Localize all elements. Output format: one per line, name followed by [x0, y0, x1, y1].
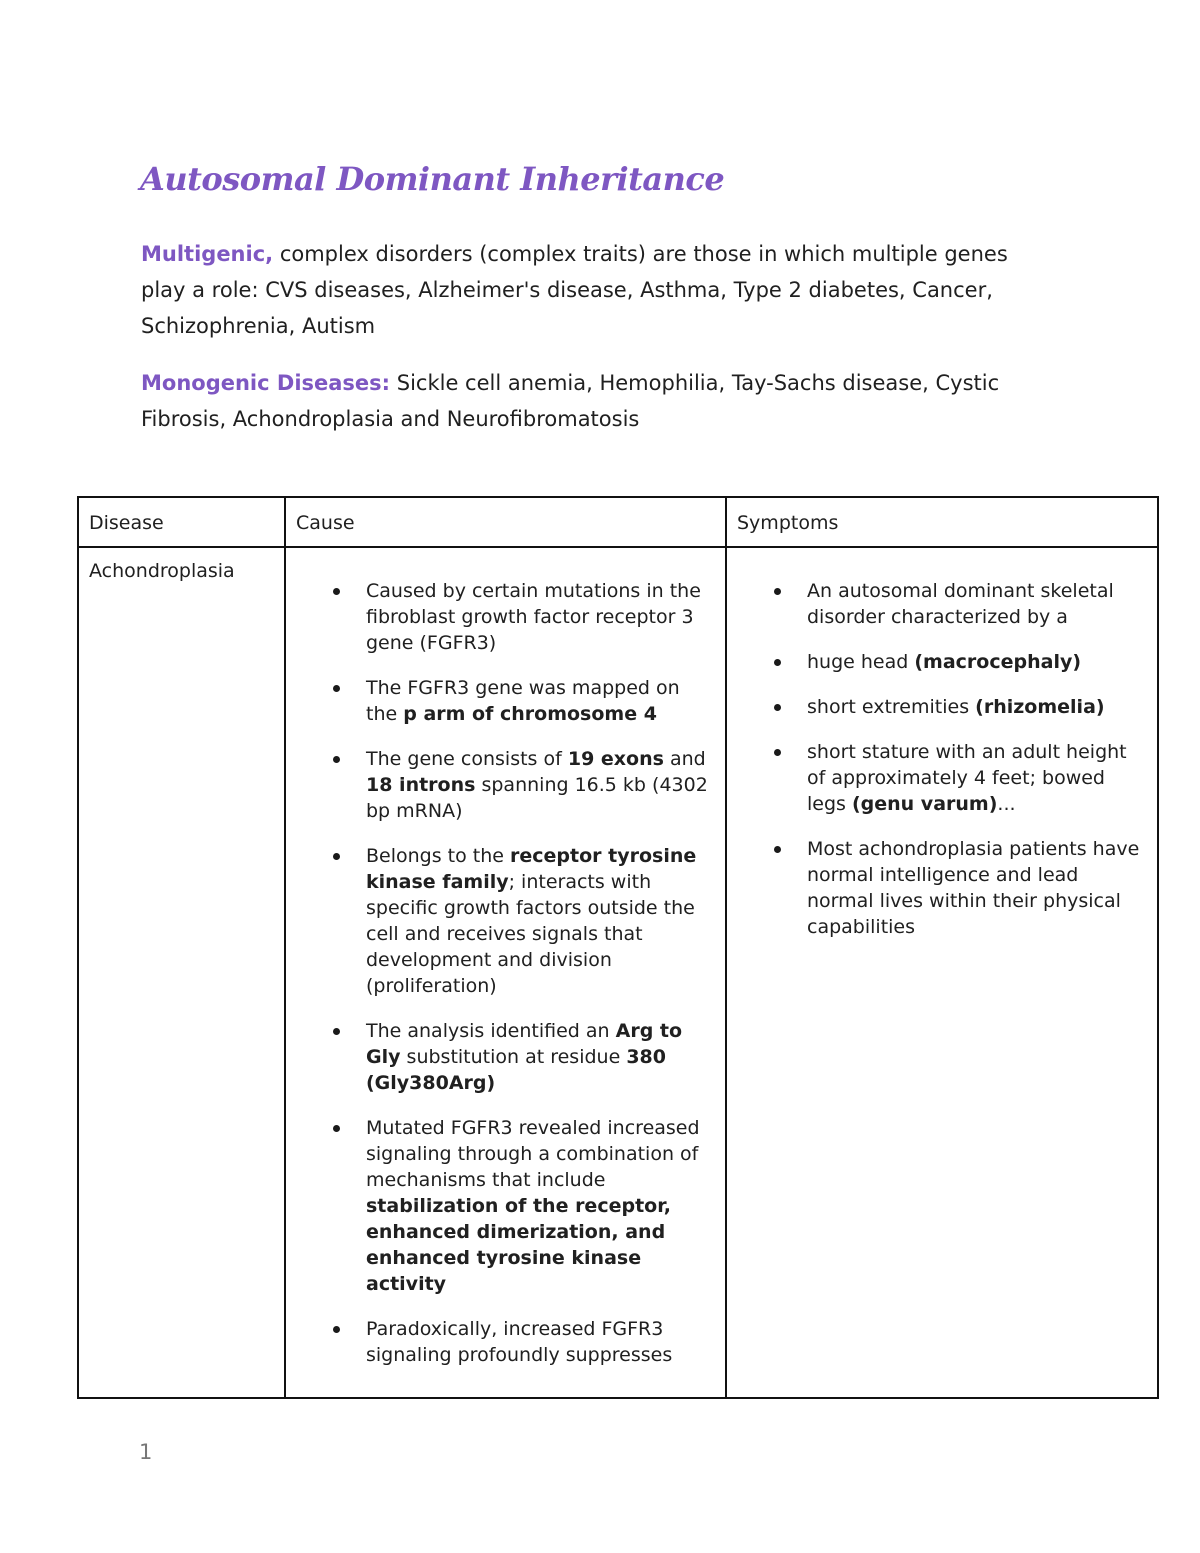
symptom-item	[807, 649, 1147, 675]
text-run: ; interacts with specific growth factors outside the cell and receives signals that development and division (proliferation)	[366, 871, 695, 997]
monogenic-paragraph	[141, 365, 1041, 437]
text-run: short stature with an adult height of approximately 4 feet; bowed legs	[807, 741, 1127, 815]
cause-item	[366, 746, 715, 824]
bold-text: stabilization of the receptor, enhanced dimerization, and enhanced tyrosine kinase activity	[366, 1195, 672, 1295]
bold-text: (genu varum)	[851, 793, 998, 815]
cause-item	[366, 843, 715, 999]
text-run: The FGFR3 gene was mapped on the	[366, 677, 680, 725]
text-run: Belongs to the	[366, 845, 511, 867]
text-run: Mutated FGFR3 revealed increased signaling through a combination of mechanisms that include	[366, 1117, 700, 1191]
cause-item	[366, 1316, 715, 1368]
text-run: The gene consists of	[366, 748, 568, 770]
symptom-item	[807, 694, 1147, 720]
cause-list	[296, 578, 715, 1368]
text-run: An autosomal dominant skeletal disorder characterized by a	[807, 580, 1114, 628]
symptom-item	[807, 578, 1147, 630]
text-run: short extremities	[807, 696, 976, 718]
bold-text: p arm of chromosome 4	[403, 703, 657, 725]
symptom-item	[807, 836, 1147, 940]
cause-item	[366, 578, 715, 656]
text-run: Most achondroplasia patients have normal intelligence and lead normal lives within their physical capabilities	[807, 838, 1140, 938]
bold-text: (rhizomelia)	[975, 696, 1105, 718]
text-run: Caused by certain mutations in the fibroblast growth factor receptor 3 gene (FGFR3)	[366, 580, 701, 654]
text-run: huge head	[807, 651, 915, 673]
header-cause: Cause	[285, 497, 726, 547]
table-header-row	[78, 497, 1158, 547]
header-symptoms: Symptoms	[726, 497, 1158, 547]
cause-item	[366, 675, 715, 727]
bold-text: 19 exons	[567, 748, 664, 770]
disease-cell: Achondroplasia	[78, 547, 285, 1398]
bold-text: receptor tyrosine kinase family	[366, 845, 697, 893]
monogenic-text: Sickle cell anemia, Hemophilia, Tay-Sachs disease, Cystic Fibrosis, Achondroplasia and Neurofibromatosis	[141, 371, 1000, 431]
multigenic-label: Multigenic,	[141, 242, 274, 266]
cause-item	[366, 1115, 715, 1297]
multigenic-text: complex disorders (complex traits) are those in which multiple genes play a role: CVS diseases, Alzheimer's disease, Asthma, Type 2 diabetes, Cancer, Schizophrenia, Autism	[141, 242, 1008, 338]
page-title: Autosomal Dominant Inheritance	[140, 160, 725, 198]
text-run: The analysis identified an	[366, 1020, 616, 1042]
page-number: 1	[139, 1440, 153, 1464]
bold-text: 380 (Gly380Arg)	[366, 1046, 666, 1094]
bold-text: 18 introns	[366, 774, 476, 796]
text-run: spanning 16.5 kb (4302 bp mRNA)	[366, 774, 708, 822]
disease-table	[77, 496, 1159, 1399]
symptom-item	[807, 739, 1147, 817]
text-run: ...	[997, 793, 1016, 815]
table-row	[78, 547, 1158, 1398]
bold-text: (macrocephaly)	[914, 651, 1082, 673]
bold-text: Arg to Gly	[366, 1020, 683, 1068]
multigenic-paragraph	[141, 236, 1041, 344]
text-run: Paradoxically, increased FGFR3 signaling profoundly suppresses	[366, 1318, 673, 1366]
header-disease: Disease	[78, 497, 285, 547]
cause-item	[366, 1018, 715, 1096]
symptoms-cell	[726, 547, 1158, 1398]
monogenic-label: Monogenic Diseases:	[141, 371, 391, 395]
text-run: and	[663, 748, 706, 770]
symptoms-list	[737, 578, 1147, 940]
cause-cell	[285, 547, 726, 1398]
text-run: substitution at residue	[400, 1046, 627, 1068]
